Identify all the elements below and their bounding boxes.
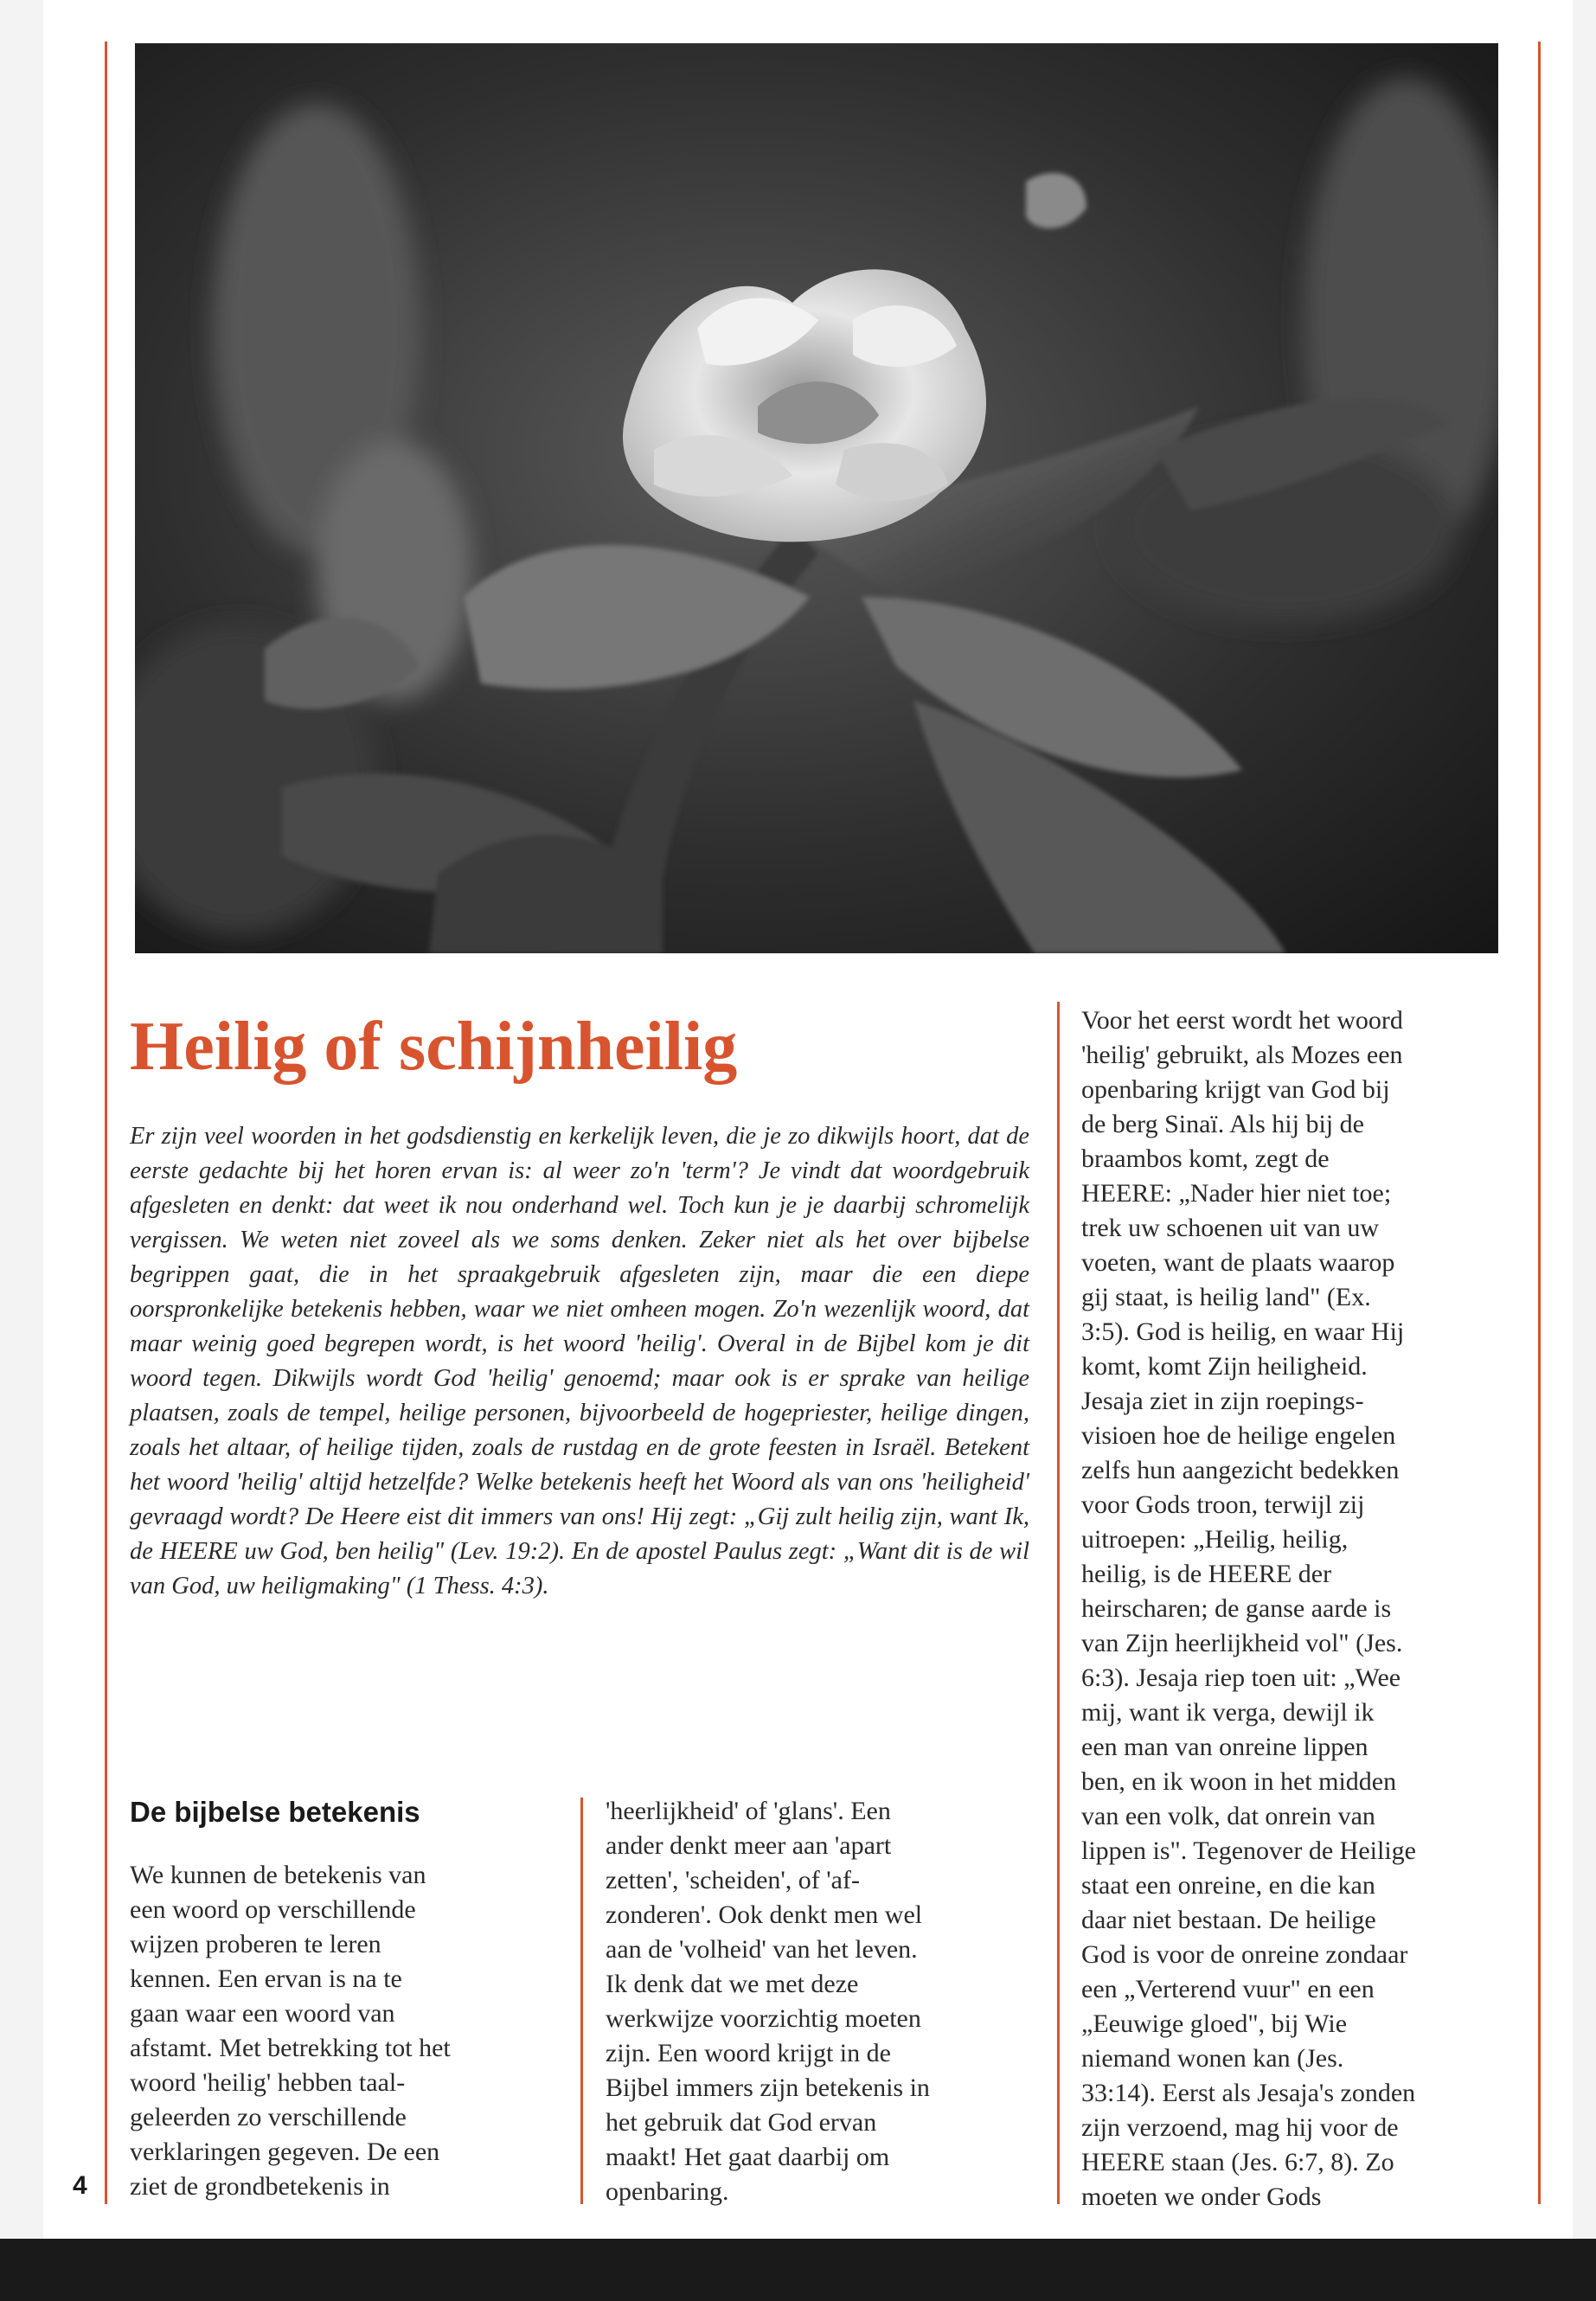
- text-line: HEERE: „Nader hier niet toe;: [1081, 1179, 1392, 1208]
- text-line: We kunnen de betekenis van: [130, 1861, 426, 1889]
- text-line: daar niet bestaan. De heilige: [1081, 1906, 1376, 1934]
- text-line: Bijbel immers zijn betekenis in: [606, 2073, 930, 2102]
- text-line: voeten, want de plaats waarop: [1081, 1248, 1395, 1277]
- text-line: openbaring krijgt van God bij: [1081, 1075, 1390, 1104]
- text-line: uitroepen: „Heilig, heilig,: [1081, 1525, 1349, 1554]
- text-line: 'heerlijkheid' of 'glans'. Een: [606, 1797, 891, 1825]
- text-line: gij staat, is heilig land" (Ex.: [1081, 1283, 1371, 1311]
- text-line: 33:14). Eerst als Jesaja's zonden: [1081, 2079, 1416, 2107]
- text-line: komt, komt Zijn heiligheid.: [1081, 1352, 1368, 1381]
- text-line: ziet de grondbetekenis in: [130, 2172, 390, 2201]
- text-line: Voor het eerst wordt het woord: [1081, 1006, 1403, 1035]
- text-line: ben, en ik woon in het midden: [1081, 1767, 1397, 1796]
- bottom-scan-edge: [0, 2239, 1596, 2301]
- body-column-2: [606, 1794, 1029, 2209]
- text-line: een woord op verschillende: [130, 1895, 416, 1924]
- right-accent-rule: [1538, 42, 1541, 2204]
- text-line: braambos komt, zegt de: [1081, 1144, 1330, 1173]
- text-line: van een volk, dat onrein van: [1081, 1802, 1375, 1830]
- text-line: openbaring.: [606, 2177, 729, 2206]
- text-line: God is voor de onreine zondaar: [1081, 1940, 1408, 1969]
- text-line: Jesaja ziet in zijn roepings-: [1081, 1387, 1364, 1415]
- text-line: heilig, is de HEERE der: [1081, 1560, 1332, 1588]
- text-line: ander denkt meer aan 'apart: [606, 1831, 892, 1860]
- text-line: de berg Sinaï. Als hij bij de: [1081, 1110, 1364, 1138]
- text-line: „Eeuwige gloed", bij Wie: [1081, 2009, 1348, 2038]
- text-line: gaan waar een woord van: [130, 1999, 395, 2028]
- text-line: werkwijze voorzichtig moeten: [606, 2004, 921, 2033]
- text-line: 3:5). God is heilig, en waar Hij: [1081, 1317, 1405, 1346]
- text-line: zelfs hun aangezicht bedekken: [1081, 1456, 1400, 1484]
- text-line: van Zijn heerlijkheid vol" (Jes.: [1081, 1629, 1403, 1657]
- text-line: moeten we onder Gods: [1081, 2182, 1322, 2211]
- text-line: visioen hoe de heilige engelen: [1081, 1421, 1396, 1450]
- body-column-3: [1081, 1003, 1522, 2214]
- text-line: voor Gods troon, terwijl zij: [1081, 1490, 1365, 1519]
- text-line: geleerden zo verschillende: [130, 2103, 407, 2131]
- text-line: HEERE staan (Jes. 6:7, 8). Zo: [1081, 2148, 1394, 2176]
- text-line: zonderen'. Ook denkt men wel: [606, 1900, 923, 1929]
- article-intro: Er zijn veel woorden in het godsdienstig en kerkelijk leven, die je zo dikwijls hoort, dat de eerste gedachte bij het horen ervan is: al weer zo'n 'term'? Je vindt dat woordgebruik afgesleten en denkt: dat weet ik nou onderhand wel. Toch kun je je daarbij schromelijk vergissen. We weten niet zoveel als we soms denken. Zeker niet als het over bijbelse begrippen gaat, die in het spraakgebruik afgesleten zijn, maar die een diepe oorspronkelijke betekenis hebben, waar we niet omheen mogen. Zo'n wezenlijk woord, dat maar weinig goed begrepen wordt, is het woord 'heilig'. Overal in de Bijbel kom je dit woord tegen. Dikwijls wordt God 'heilig' genoemd; maar ook is er sprake van heilige plaatsen, zoals de tempel, heilige personen, bijvoorbeeld de hogepriester, heilige dingen, zoals het altaar, of heilige tijden, zoals de rustdag en de grote feesten in Israël. Betekent het woord 'heilig' altijd hetzelfde? Welke betekenis heeft het Woord als van ons 'heiligheid' gevraagd wordt? De Heere eist dit immers van ons! Hij zegt: „Gij zult heilig zijn, want Ik, de HEERE uw God, ben heilig" (Lev. 19:2). En de apostel Paulus zegt: „Want dit is de wil van God, uw heiligmaking" (1 Thess. 4:3).: [130, 1123, 1029, 1599]
- column-divider-3: [1057, 1002, 1060, 2204]
- text-line: een „Verterend vuur" en een: [1081, 1975, 1375, 2003]
- text-line: maakt! Het gaat daarbij om: [606, 2143, 890, 2171]
- text-line: staat een onreine, en die kan: [1081, 1871, 1375, 1900]
- text-line: 6:3). Jesaja riep toen uit: „Wee: [1081, 1663, 1401, 1692]
- text-line: trek uw schoenen uit van uw: [1081, 1214, 1380, 1242]
- text-line: heirscharen; de ganse aarde is: [1081, 1594, 1392, 1623]
- text-line: afstamt. Met betrekking tot het: [130, 2034, 451, 2062]
- left-accent-rule: [105, 42, 107, 2204]
- text-line: wijzen proberen te leren: [130, 1930, 381, 1958]
- text-line: aan de 'volheid' van het leven.: [606, 1935, 918, 1964]
- page-margin-left: [0, 0, 43, 2301]
- text-line: woord 'heilig' hebben taal-: [130, 2068, 406, 2097]
- text-line: zetten', 'scheiden', of 'af-: [606, 1866, 860, 1894]
- section-subheading: De bijbelse betekenis: [130, 1796, 420, 1828]
- text-line: mij, want ik verga, dewijl ik: [1081, 1698, 1375, 1727]
- page-number: 4: [73, 2171, 87, 2200]
- article-title: Heilig of schijnheilig: [130, 1009, 738, 1085]
- text-line: lippen is". Tegenover de Heilige: [1081, 1836, 1416, 1865]
- text-line: niemand wonen kan (Jes.: [1081, 2044, 1344, 2073]
- text-line: zijn. Een woord krijgt in de: [606, 2039, 891, 2067]
- text-line: een man van onreine lippen: [1081, 1733, 1368, 1761]
- text-line: het gebruik dat God ervan: [606, 2108, 877, 2137]
- column-divider-2: [580, 1798, 583, 2204]
- text-line: verklaringen gegeven. De een: [130, 2138, 440, 2166]
- text-line: zijn verzoend, mag hij voor de: [1081, 2113, 1399, 2142]
- text-line: Ik denk dat we met deze: [606, 1970, 859, 1998]
- flower-photo: [135, 43, 1498, 953]
- body-column-1: [130, 1858, 554, 2204]
- text-line: kennen. Een ervan is na te: [130, 1965, 402, 1993]
- page-margin-right: [1573, 0, 1596, 2301]
- text-line: 'heilig' gebruikt, als Mozes een: [1081, 1041, 1403, 1069]
